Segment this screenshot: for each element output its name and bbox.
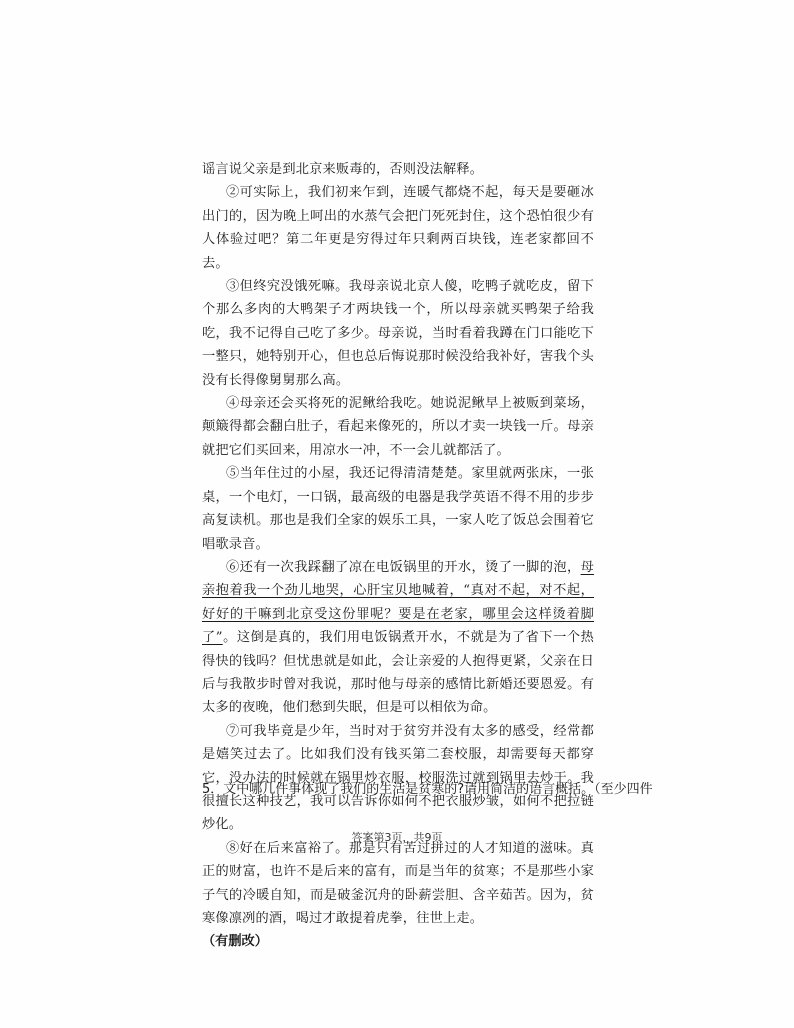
edit-note: （有删改） bbox=[202, 934, 268, 950]
page-footer: 答案第3页，共9页 bbox=[351, 831, 443, 844]
paragraph-3: ③但终究没饿死嘛。我母亲说北京人傻，吃鸭子就吃皮，留下个那么多肉的大鸭架子才两块钱一个，所以母亲就买鸭架子给我吃，我不记得自己吃了多少。母亲说，当时看着我蹲在门口能吃下一整只，她特别开心，但也总后悔说那时候没给我补好，害我个头没有长得像舅舅那么高。 bbox=[202, 279, 594, 388]
paragraph-6-lead: ⑥还有一次我踩翻了凉在电饭锅里的开水，烫了一脚的泡， bbox=[226, 559, 581, 575]
paragraph-5: ⑤当年住过的小屋，我还记得清清楚楚。家里就两张床，一张桌，一个电灯，一口锅，最高级的电器是我学英语不得不用的步步高复读机。那也是我们全家的娱乐工具，一家人吃了饭总会围着它唱歌录音。 bbox=[202, 466, 594, 552]
paragraph-2: ②可实际上，我们初来乍到，连暖气都烧不起，每天是要砸冰出门的，因为晚上呵出的水蒸气会把门死死封住，这个恐怕很少有人体验过吧？第二年更是穷得过年只剩两百块钱，连老家都回不去。 bbox=[202, 185, 594, 271]
underlined-quote: 母亲抱着我一个劲儿地哭，心肝宝贝地喊着，“真对不起，对不起，好好的干嘛到北京受这份罪呢？要是在老家，哪里会这样烫着脚了” bbox=[202, 559, 594, 646]
paragraph-4: ④母亲还会买将死的泥鳅给我吃。她说泥鳅早上被贩到菜场，颠簸得都会翻白肚子，看起来像死的，所以才卖一块钱一斤。母亲就把它们买回来，用凉水一冲，不一会儿就都活了。 bbox=[202, 396, 594, 458]
paragraph-8: ⑧好在后来富裕了。那是只有苦过拼过的人才知道的滋味。真正的财富，也许不是后来的富有，而是当年的贫寒；不是那些小家子气的冷暖自知，而是破釜沉舟的卧薪尝胆、含辛茹苦。因为，贫寒像凛冽的酒，喝过才敢提着虎拳，往世上走。 bbox=[202, 840, 594, 926]
paragraph-6-rest: 。这倒是真的，我们用电饭锅煮开水，不就是为了省下一个热得快的钱吗？但忧患就是如此，会让亲爱的人抱得更紧，父亲在日后与我散步时曾对我说，那时他与母亲的感情比新婚还要恩爱。有太多的夜晚，他们愁到失眠，但是可以相依为命。 bbox=[202, 630, 594, 716]
paragraph-7: ⑦可我毕竟是少年，当时对于贫穷并没有太多的感受，经常都是嬉笑过去了。比如我们没有钱买第二套校服，却需要每天都穿它，没办法的时候就在锅里炒衣服，校服洗过就到锅里去炒干。我很擅长这种技艺，我可以告诉你如何不把衣服炒皱，如何不把拉链炒化。 bbox=[202, 723, 594, 833]
paragraph-intro: 谣言说父亲是到北京来贩毒的，否则没法解释。 bbox=[202, 162, 484, 177]
paragraph-6 bbox=[202, 556, 594, 720]
question-5: 5．文中哪几件事体现了我们的生活是贫寒的?请用简洁的语言概括。（至少四件 bbox=[202, 782, 653, 797]
